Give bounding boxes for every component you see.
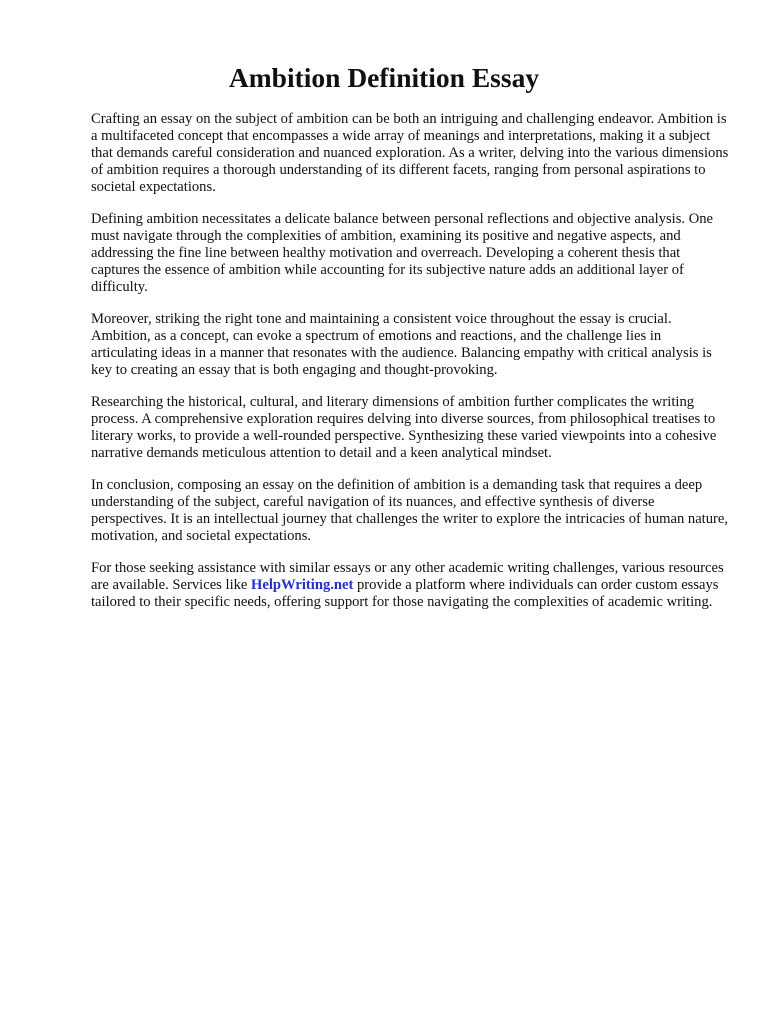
paragraph-4: Researching the historical, cultural, and literary dimensions of ambition further complicates the writing process. A comprehensive exploration requires delving into diverse sources, from philosophical treatises to literary works, to provide a well-rounded perspective. Synthesizing these varied viewpoints into a cohesive narrative demands meticulous attention to detail and a keen analytical mindset. (91, 393, 717, 462)
document-body (91, 111, 731, 625)
paragraph-1: Crafting an essay on the subject of ambition can be both an intriguing and challenging endeavor. Ambition is a multifaceted concept that encompasses a wide array of meanings and interpretations, making it a subject that demands careful consideration and nuanced exploration. As a writer, delving into the various dimensions of ambition requires a thorough understanding of its different facets, ranging from personal aspirations to societal expectations. (91, 111, 729, 196)
paragraph-6-before-link: For those seeking assistance with similar essays or any other academic writing challenges, various resources are available. Services like (91, 559, 724, 593)
paragraph-3: Moreover, striking the right tone and maintaining a consistent voice throughout the essay is crucial. Ambition, as a concept, can evoke a spectrum of emotions and reactions, and the challenge lies in articulating ideas in a manner that resonates with the audience. Balancing empathy with critical analysis is key to creating an essay that is both engaging and thought-provoking. (91, 310, 712, 379)
paragraph-6 (91, 560, 731, 611)
helpwriting-link[interactable]: HelpWriting.net (251, 576, 354, 593)
paragraph-6-after-link: provide a platform where individuals can order custom essays tailored to their specific needs, offering support for those navigating the complexities of academic writing. (91, 576, 719, 610)
document-title: Ambition Definition Essay (228, 62, 540, 93)
paragraph-2: Defining ambition necessitates a delicate balance between personal reflections and objective analysis. One must navigate through the complexities of ambition, examining its positive and negative aspects, and addressing the fine line between healthy motivation and overreach. Developing a coherent thesis that captures the essence of ambition while accounting for its subjective nature adds an additional layer of difficulty. (91, 210, 714, 296)
paragraph-5: In conclusion, composing an essay on the definition of ambition is a demanding task that requires a deep understanding of the subject, careful navigation of its nuances, and effective synthesis of diverse perspectives. It is an intellectual journey that challenges the writer to explore the intricacies of human nature, motivation, and societal expectations. (91, 476, 729, 544)
